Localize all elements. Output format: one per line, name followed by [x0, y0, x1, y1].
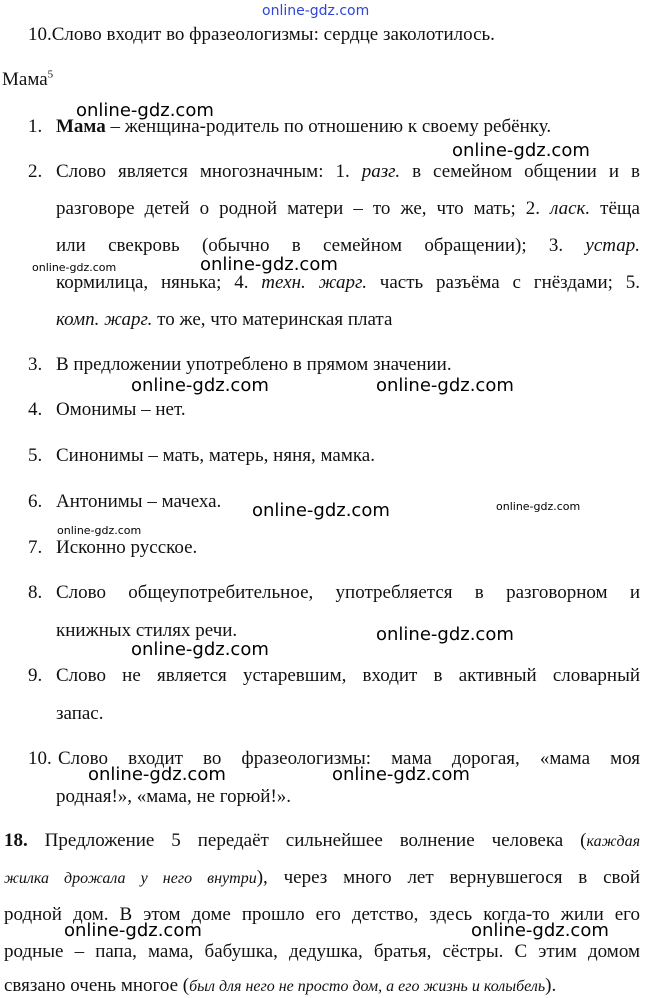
text-run: то же, что материнская плата: [152, 309, 393, 330]
text-run-italic: техн. жарг.: [261, 272, 367, 293]
top-item: [28, 24, 495, 46]
watermark: online-gdz.com: [32, 261, 117, 274]
watermark: online-gdz.com: [64, 920, 202, 941]
section-word: Мама: [2, 69, 48, 90]
item-2-line-1: [56, 161, 640, 183]
item-text-line-1: Слово входит во фразеологизмы: мама дорогая, «мама моя: [58, 748, 640, 769]
item-number: 8.: [28, 582, 43, 603]
item-number: 1.: [28, 116, 43, 137]
item-text-line-2: родная!», «мама, не горюй!».: [56, 786, 292, 807]
watermark: online-gdz.com: [471, 920, 609, 941]
text-run: Предложение 5 передаёт сильнейшее волнение человека (: [27, 830, 587, 851]
section-superscript: 5: [47, 68, 54, 81]
task-18-line-2: [4, 867, 640, 890]
item-text-line-1: Слово не является устаревшим, входит в активный словарный: [56, 665, 640, 686]
item-number: 6.: [28, 491, 43, 512]
item-bold: Мама: [56, 116, 106, 137]
item-number: 9.: [28, 665, 43, 686]
text-run: разговоре детей о родной матери – то же, что мать; 2.: [56, 198, 551, 219]
item-text-line-2: книжных стилях речи.: [56, 620, 238, 641]
watermark: online-gdz.com: [376, 375, 514, 396]
section-heading: [2, 69, 53, 91]
text-run: ).: [545, 975, 557, 996]
watermark-top: online-gdz.com: [262, 3, 370, 19]
watermark: online-gdz.com: [452, 140, 590, 161]
watermark: online-gdz.com: [252, 500, 390, 521]
task-18-line-3: родной дом. В этом доме прошло его детство, здесь когда-то жили его: [4, 904, 640, 925]
item-number: 3.: [28, 354, 43, 375]
item-text: – женщина-родитель по отношению к своему ребёнку.: [105, 116, 552, 137]
text-run: или свекровь (обычно в семейном обращении); 3.: [56, 235, 586, 256]
watermark: online-gdz.com: [332, 764, 470, 785]
item-text-line-2: запас.: [56, 703, 104, 724]
watermark: online-gdz.com: [131, 375, 269, 396]
text-run-italic: жилка дрожала у него внутри: [4, 870, 257, 887]
watermark: online-gdz.com: [376, 624, 514, 645]
item-number: 2.: [28, 161, 43, 182]
watermark: online-gdz.com: [496, 500, 581, 513]
watermark: online-gdz.com: [88, 764, 226, 785]
text-run-italic: устар.: [585, 235, 640, 256]
text-run: в семейном общении и в: [400, 161, 641, 182]
task-18-line-5: [4, 975, 556, 998]
item-text: Антонимы – мачеха.: [56, 491, 222, 512]
watermark: online-gdz.com: [57, 524, 142, 537]
item-text: В предложении употреблено в прямом значении.: [56, 354, 452, 375]
text-run: часть разъёма с гнёздами; 5.: [366, 272, 640, 293]
text-run: Слово является многозначным: 1.: [56, 161, 362, 182]
item-number: 4.: [28, 399, 43, 420]
text-run: кормилица, нянька; 4.: [56, 272, 262, 293]
text-run: ), через много лет вернувшегося в свой: [256, 867, 641, 888]
task-18-line-1: [4, 830, 640, 853]
item-2-line-3: [56, 235, 640, 257]
item-text: Исконно русское.: [56, 537, 198, 558]
item-2-line-2: [56, 198, 640, 220]
item-1-text: [56, 116, 551, 138]
text-run: тёща: [590, 198, 640, 219]
text-run-italic: каждая: [586, 833, 640, 850]
text-run: связано очень многое (: [4, 975, 190, 996]
text-run-italic: был для него не просто дом, а его жизнь и колыбель: [189, 978, 546, 995]
item-number: 10.: [28, 748, 52, 769]
item-number: 10.: [28, 24, 52, 45]
watermark: online-gdz.com: [76, 100, 214, 121]
text-run-italic: разг.: [361, 161, 401, 182]
item-text: Синонимы – мать, матерь, няня, мамка.: [56, 445, 375, 466]
item-2-line-5: [56, 309, 392, 331]
watermark: online-gdz.com: [200, 254, 338, 275]
item-text: Омонимы – нет.: [56, 399, 186, 420]
task-number: 18.: [4, 830, 28, 851]
watermark: online-gdz.com: [131, 639, 269, 660]
text-run-italic: комп. жарг.: [56, 309, 153, 330]
item-text: Слово входит во фразеологизмы: сердце заколотилось.: [51, 24, 495, 45]
text-run-italic: ласк.: [550, 198, 591, 219]
item-number: 7.: [28, 537, 43, 558]
task-18-line-4: родные – папа, мама, бабушка, дедушка, братья, сёстры. С этим домом: [4, 941, 640, 962]
item-number: 5.: [28, 445, 43, 466]
item-2-line-4: [56, 272, 640, 294]
item-text-line-1: Слово общеупотребительное, употребляется в разговорном и: [56, 582, 640, 603]
